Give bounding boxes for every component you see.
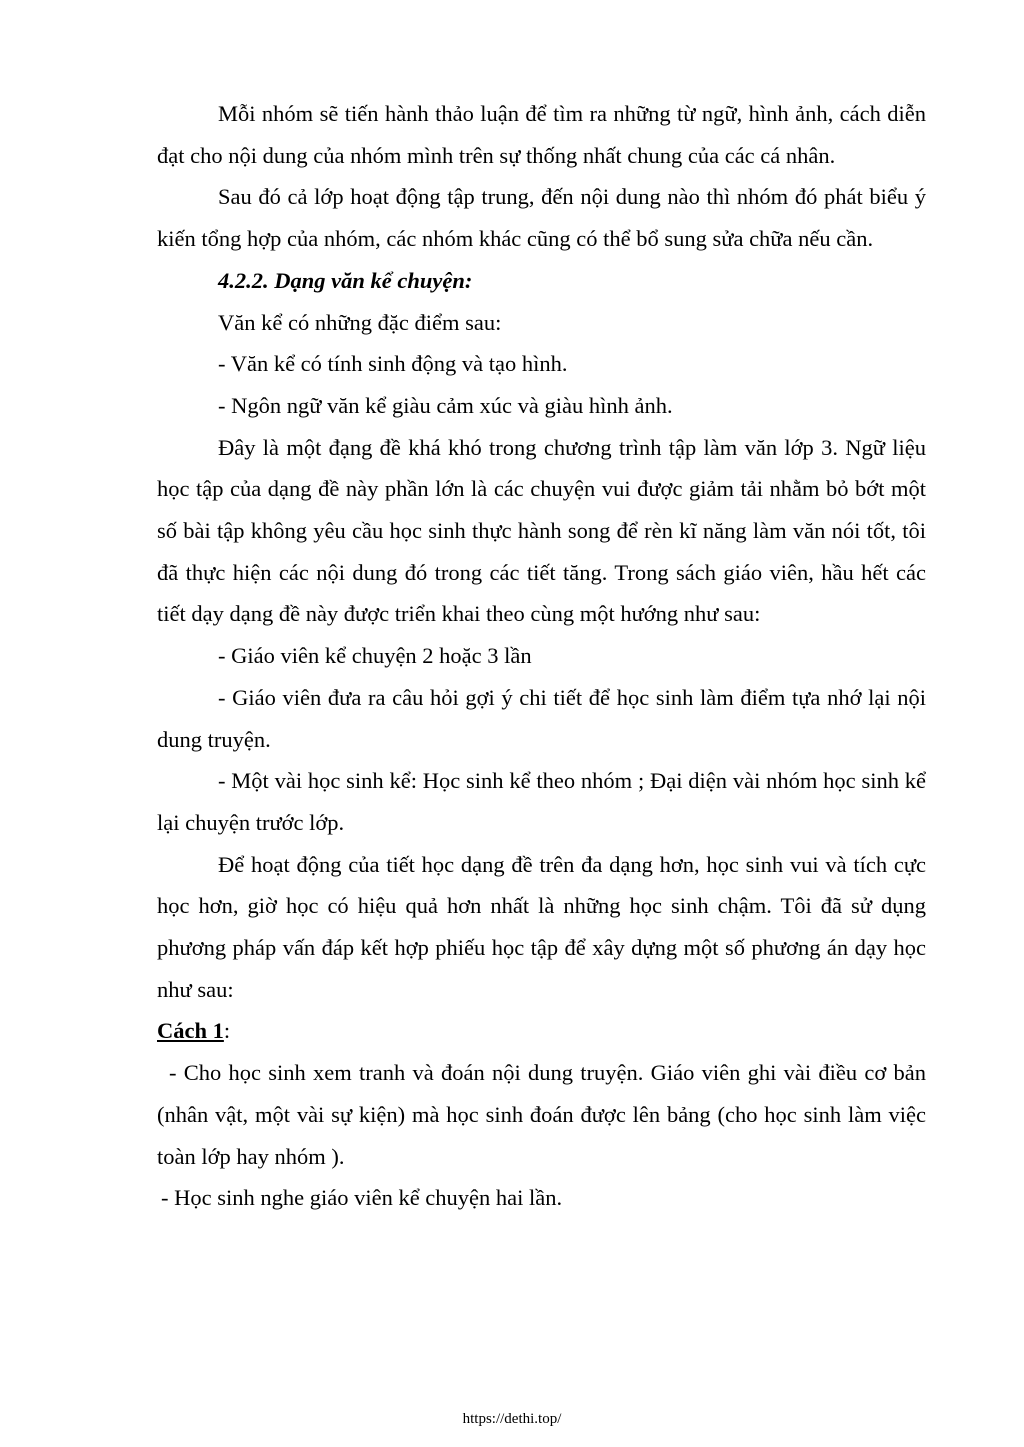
paragraph-narrative-features: Văn kể có những đặc điểm sau: (218, 309, 502, 335)
bullet-picture-guess: - Cho học sinh xem tranh và đoán nội dung truyện. Giáo viên ghi vài điều cơ bản (nhân vật, một vài sự kiện) mà học sinh đoán được lên bảng (cho học sinh làm việc toàn lớp hay nhóm ). (157, 1060, 926, 1169)
footer-url: https://dethi.top/ (462, 1411, 562, 1427)
method-one-label: Cách 1 (157, 1018, 224, 1044)
bullet-students-tell: - Một vài học sinh kể: Học sinh kể theo nhóm ; Đại diện vài nhóm học sinh kể lại chuyện trước lớp. (157, 768, 926, 835)
paragraph-group-discussion: Mỗi nhóm sẽ tiến hành thảo luận để tìm ra những từ ngữ, hình ảnh, cách diễn đạt cho nội dung của nhóm mình trên sự thống nhất chung của các cá nhân. (157, 101, 926, 168)
bullet-teacher-tells: - Giáo viên kể chuyện 2 hoặc 3 lần (218, 643, 532, 669)
bullet-listen-twice: - Học sinh nghe giáo viên kể chuyện hai lần. (161, 1185, 563, 1211)
bullet-emotional-language: - Ngôn ngữ văn kể giàu cảm xúc và giàu hình ảnh. (218, 392, 673, 418)
bullet-vivid: - Văn kể có tính sinh động và tạo hình. (218, 351, 568, 377)
paragraph-class-activity: Sau đó cả lớp hoạt động tập trung, đến nội dung nào thì nhóm đó phát biểu ý kiến tổng hợp của nhóm, các nhóm khác cũng có thể bổ sung sửa chữa nếu cần. (157, 184, 926, 252)
method-one-colon: : (223, 1018, 231, 1044)
paragraph-difficulty: Đây là một đạng đề khá khó trong chương trình tập làm văn lớp 3. Ngữ liệu học tập của dạng đề này phần lớn là các chuyện vui được giảm tải nhằm bỏ bớt một số bài tập không yêu cầu học sinh thực hành song để rèn kĩ năng làm văn nói tốt, tôi đã thực hiện các nội dung đó trong các tiết tăng. Trong sách giáo viên, hầu hết các tiết dạy dạng đề này được triển khai theo cùng một hướng như sau: (157, 434, 926, 627)
bullet-teacher-questions: - Giáo viên đưa ra câu hỏi gợi ý chi tiết để học sinh làm điểm tựa nhớ lại nội dung truyện. (157, 684, 926, 752)
paragraph-methods: Để hoạt động của tiết học dạng đề trên đa dạng hơn, học sinh vui và tích cực học hơn, giờ học có hiệu quả hơn nhất là những học sinh chậm. Tôi đã sử dụng phương pháp vấn đáp kết hợp phiếu học tập để xây dựng một số phương án dạy học như sau: (157, 851, 926, 1002)
section-heading-narrative: 4.2.2. Dạng văn kể chuyện: (218, 267, 473, 293)
document-body (157, 93, 926, 1219)
method-one-heading (157, 1010, 926, 1052)
